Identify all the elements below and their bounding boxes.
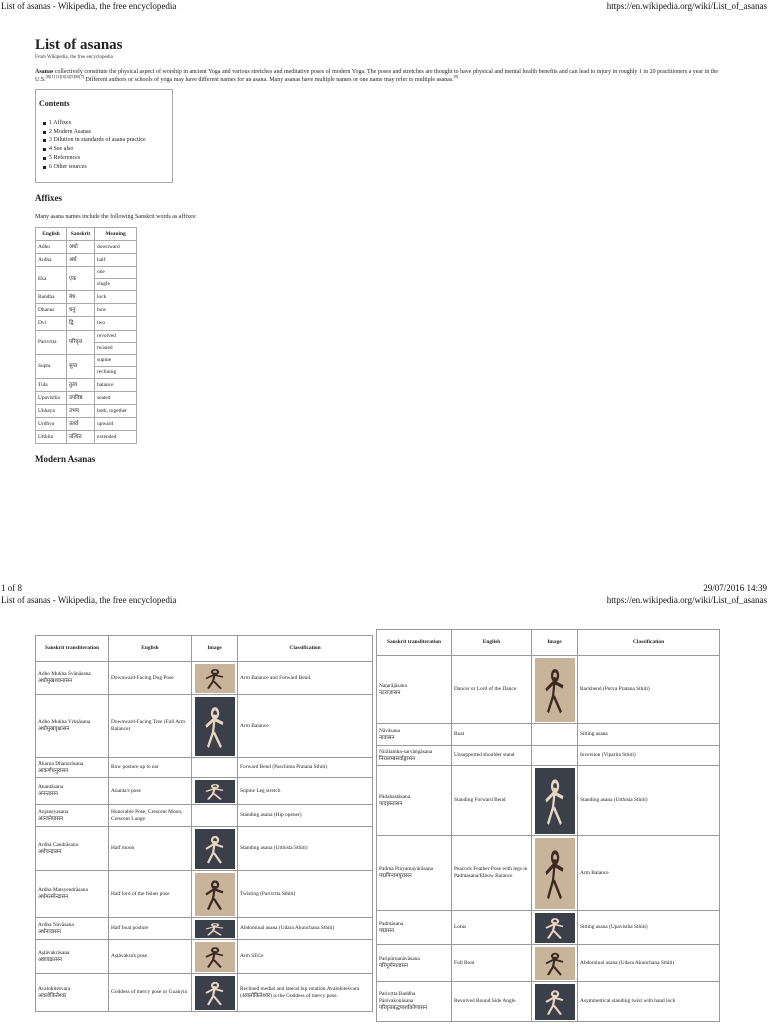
page-count: 1 of 8 (1, 583, 22, 593)
table-row (36, 267, 137, 279)
toc-item-references[interactable]: 5 References (39, 154, 169, 163)
asana-photo[interactable] (535, 838, 575, 909)
asana-classification: Backbend (Purva Pratana Sthiti) (578, 656, 720, 724)
col-header-transliteration: Sanskrit transliteration (36, 636, 109, 662)
print-header-top (0, 0, 768, 12)
asana-image-wrap (533, 768, 576, 834)
asana-devanagari: अञ्जनेयासन (38, 815, 63, 822)
asana-classification: Supine Leg stretch (238, 778, 373, 805)
table-row (36, 254, 137, 267)
asana-transliteration (377, 656, 452, 724)
asana-english: Bow posture up to ear (109, 758, 192, 778)
affix-meaning: twisted (95, 342, 137, 354)
asanas-right-body (377, 656, 720, 1022)
asana-transliteration (36, 758, 109, 778)
asana-transliteration-latin[interactable]: Padma Pinyamayūrāsana (379, 866, 434, 872)
affix-meaning: balance (95, 378, 137, 391)
affix-english: Eka (36, 267, 67, 291)
affix-sanskrit: बंध (67, 291, 95, 304)
affix-meaning: single (95, 279, 137, 291)
table-row (36, 291, 137, 304)
table-row (377, 836, 720, 911)
asana-transliteration (36, 778, 109, 805)
asana-transliteration-latin[interactable]: Avalokiteśvara (38, 985, 71, 992)
asana-classification: Standing asana (Hip opener) (238, 805, 373, 827)
asana-devanagari: अर्धचन्द्रासन (38, 848, 62, 855)
asana-photo[interactable] (535, 768, 575, 834)
affix-english: Tula (36, 378, 67, 391)
asana-image-wrap (193, 920, 236, 938)
asanas-table-right (376, 629, 720, 1022)
asana-devanagari: अर्धनावासन (38, 928, 61, 935)
asana-classification: Arm Balance (578, 836, 720, 911)
toc-item-other-sources[interactable]: 6 Other sources (39, 163, 169, 172)
table-row (377, 746, 720, 766)
asana-classification: Arm Balance (238, 695, 373, 758)
affix-english: Parivrtta (36, 330, 67, 354)
asana-classification: Inversion (Viparita Sthiti) (578, 746, 720, 766)
asana-devanagari: अर्धमत्स्येन्द्रासन (38, 894, 69, 900)
print-timestamp: 29/07/2016 14:39 (703, 583, 767, 593)
asana-english: Downward-Facing Dog Pose (109, 662, 192, 695)
asana-transliteration (36, 974, 109, 1012)
asana-image-cell (192, 918, 238, 940)
table-row (36, 778, 373, 805)
asana-classification: Sitting asana (Upavistha Sthiti) (578, 911, 720, 945)
col-header-image: Image (192, 636, 238, 662)
intro-text-2: Different authors or schools of yoga may have different names for an asana. Many asanas have multiple names or one name may refer to multiple asanas. (84, 77, 454, 83)
print-header-title: List of asanas - Wikipedia, the free encyclopedia (1, 1, 177, 11)
asana-english: Peacock Feather Pose with legs in Padmasana/Elbow Balance (452, 836, 532, 911)
asana-photo[interactable] (195, 920, 235, 938)
asana-transliteration (377, 836, 452, 911)
affix-meaning: upward (95, 417, 137, 430)
col-header-classification: Classification (578, 630, 720, 656)
col-header-transliteration: Sanskrit transliteration (377, 630, 452, 656)
asana-devanagari: पद्मासन (379, 927, 395, 934)
affix-sanskrit: ऊर्ध्व (67, 417, 95, 430)
asana-classification: Abdominal asana (Udara Akunchana Sthiti) (238, 918, 373, 940)
asana-transliteration-latin[interactable]: Naṭarājāsana (379, 682, 407, 689)
table-row (377, 911, 720, 945)
asana-english: Goddess of mercy pose or Guanyin (109, 974, 192, 1012)
asana-transliteration (36, 805, 109, 827)
table-row (36, 805, 373, 827)
asana-transliteration (377, 766, 452, 836)
asana-english: Ananta's pose (109, 778, 192, 805)
affix-meaning: two (95, 317, 137, 330)
col-header-english: English (452, 630, 532, 656)
asana-photo[interactable] (195, 942, 235, 972)
asana-devanagari: पद्मपिन्यमयूरासन (379, 873, 412, 879)
asana-transliteration (36, 827, 109, 871)
asana-classification: Arm SECe (238, 940, 373, 974)
table-row (36, 404, 137, 417)
asana-english: Full Boat (452, 945, 532, 982)
asana-image-cell (532, 945, 578, 982)
intro-paragraph (35, 68, 725, 84)
asana-classification: Asymmetrical standing twist with hand lock (578, 982, 720, 1022)
table-row (36, 304, 137, 317)
toc-item-affixes[interactable]: 1 Affixes (39, 119, 169, 128)
affix-english: Urdhva (36, 417, 67, 430)
asana-devanagari: अनन्तासन (38, 791, 58, 797)
affix-sanskrit: धनु (67, 304, 95, 317)
affix-english: Utthita (36, 430, 67, 443)
affix-sanskrit: अधो (67, 241, 95, 254)
table-row (377, 766, 720, 836)
asana-transliteration (377, 945, 452, 982)
asana-image-wrap (193, 942, 236, 972)
asana-image-wrap (193, 873, 236, 916)
asana-transliteration (36, 918, 109, 940)
intro-ref-3[interactable]: [9] (453, 74, 459, 79)
affix-meaning: lock (95, 291, 137, 304)
asana-transliteration-latin[interactable]: Adho Mukha Śvānāsana (38, 671, 91, 677)
affix-english: Dhanus (36, 304, 67, 317)
asana-image-cell (192, 827, 238, 871)
table-row (36, 391, 137, 404)
affix-sanskrit: द्वि (67, 317, 95, 330)
asana-transliteration (377, 724, 452, 746)
table-row (36, 317, 137, 330)
affix-english: Ubhaya (36, 404, 67, 417)
affix-meaning: both, together (95, 404, 137, 417)
asana-transliteration-latin[interactable]: Paripūrṇanāvāsana (379, 956, 420, 962)
table-row (36, 417, 137, 430)
affixes-table (35, 227, 137, 444)
asana-transliteration (36, 871, 109, 918)
asana-transliteration (377, 982, 452, 1022)
asana-image-cell (192, 871, 238, 918)
asana-classification: Standing asana (Utthista Sthiti) (578, 766, 720, 836)
asana-transliteration (36, 695, 109, 758)
affix-sanskrit: उत्थित (67, 430, 95, 443)
asana-transliteration-latin[interactable]: Adho Mukha Vṛkṣāsana (38, 719, 91, 725)
asana-transliteration (377, 746, 452, 766)
asana-image-cell (532, 746, 578, 766)
toc-item-dilution[interactable]: 3 Dilution in standards of asana practice (39, 136, 169, 145)
asana-classification: Twisting (Parivrtta Sthiti) (238, 871, 373, 918)
asana-image-wrap (193, 697, 236, 756)
asana-photo[interactable] (195, 780, 235, 803)
asana-image-cell (192, 778, 238, 805)
affix-meaning: reclining (95, 366, 137, 378)
affix-meaning: bow (95, 304, 137, 317)
asana-devanagari: पादहस्तासन (379, 800, 403, 807)
affix-english: Adho (36, 241, 67, 254)
asana-transliteration-latin[interactable]: Ardha Matsyendrāsana (38, 887, 88, 893)
asana-image-cell (532, 724, 578, 746)
affix-meaning: half (95, 254, 137, 267)
table-of-contents (35, 89, 173, 183)
asana-image-cell (192, 662, 238, 695)
asana-photo[interactable] (535, 658, 575, 722)
asana-image-cell (192, 974, 238, 1012)
asana-english: Standing Forward Bend (452, 766, 532, 836)
asana-image-wrap (193, 664, 236, 693)
page-subtitle: From Wikipedia, the free encyclopedia (35, 55, 113, 60)
asana-photo[interactable] (195, 664, 235, 693)
asana-transliteration-latin[interactable]: Ardha Candrāsana (38, 841, 78, 848)
asana-english: Dancer or Lord of the Dance (452, 656, 532, 724)
asana-transliteration-latin[interactable]: Pādahastāsana (379, 793, 411, 800)
asana-transliteration (36, 940, 109, 974)
affixes-note: Many asana names include the following Sanskrit words as affixes: (35, 214, 197, 220)
asana-photo[interactable] (535, 913, 575, 943)
table-row (36, 918, 373, 940)
asana-transliteration-latin[interactable]: Nāvāsana (379, 727, 400, 734)
col-header-image: Image (532, 630, 578, 656)
affix-meaning: seated (95, 391, 137, 404)
page-title: List of asanas (35, 37, 123, 53)
toc-list (39, 119, 169, 171)
affix-sanskrit: सुप्त (67, 354, 95, 378)
col-header-english: English (36, 228, 67, 241)
asana-classification: Abdominal asana (Udara Akunchana Sthiti) (578, 945, 720, 982)
affixes-heading: Affixes (35, 193, 62, 203)
table-row (36, 827, 373, 871)
asana-devanagari: नटराजासन (379, 689, 401, 696)
asana-devanagari: निरालम्बसर्वाङ्गासन (379, 755, 415, 762)
asana-devanagari: अधोमुखवृक्षासन (38, 726, 70, 732)
asana-classification: Forward Bend (Paschima Pratana Sthiti) (238, 758, 373, 778)
table-row (377, 982, 720, 1022)
asana-photo[interactable] (195, 697, 235, 756)
asana-transliteration-latin[interactable]: Aṣṭāvakrāsana (38, 949, 70, 956)
affix-english: Bandha (36, 291, 67, 304)
asana-transliteration (377, 911, 452, 945)
table-row (36, 354, 137, 366)
asana-image-cell (192, 805, 238, 827)
asana-image-wrap (193, 976, 236, 1010)
intro-bold-term: Asanas (35, 69, 54, 75)
asana-devanagari: अष्टावक्रासन (38, 956, 62, 963)
table-row (377, 724, 720, 746)
toc-item-see-also[interactable]: 4 See also (39, 145, 169, 154)
modern-asanas-heading: Modern Asanas (35, 454, 96, 465)
affix-english: Dvi (36, 317, 67, 330)
asana-image-wrap (533, 913, 576, 943)
asana-image-wrap (533, 658, 576, 722)
asana-photo[interactable] (195, 829, 235, 869)
affix-english: Ardha (36, 254, 67, 267)
asana-image-cell (532, 982, 578, 1022)
asana-image-wrap (533, 838, 576, 909)
table-row (36, 330, 137, 342)
asana-image-wrap (193, 780, 236, 803)
affix-english: Supta (36, 354, 67, 378)
affix-sanskrit: उपविष्ठ (67, 391, 95, 404)
asanas-table-left (35, 635, 373, 1012)
print-header-page-2 (0, 594, 768, 606)
print-header-title-2: List of asanas - Wikipedia, the free encyclopedia (1, 595, 177, 605)
affix-english: Upavistha (36, 391, 67, 404)
affix-sanskrit: एक (67, 267, 95, 291)
asana-english: Half boat posture (109, 918, 192, 940)
asana-transliteration-latin[interactable]: Anantāsana (38, 784, 64, 790)
asana-image-cell (192, 758, 238, 778)
affix-meaning: one (95, 267, 137, 279)
table-row (377, 945, 720, 982)
asana-english: Honorable Pose, Crescent Moon, Crescent Lunge (109, 805, 192, 827)
affixes-table-body (36, 241, 137, 444)
asana-classification: Arm Balance and Forward Bend. (238, 662, 373, 695)
asana-transliteration-latin[interactable]: Ardha Navāsana (38, 921, 74, 928)
asana-transliteration-latin[interactable]: Padmāsana (379, 920, 404, 927)
asana-english: Revolved Bound Side Angle (452, 982, 532, 1022)
table-row (36, 974, 373, 1012)
print-header-url-2[interactable]: https://en.wikipedia.org/wiki/List_of_asanas (606, 595, 767, 605)
intro-ref-group[interactable]: [1] [2][3][4][5][6][7] (50, 74, 84, 79)
toc-item-modern-asanas[interactable]: 2 Modern Asanas (39, 128, 169, 137)
asana-devanagari: अवलोकितेश्वर (38, 992, 67, 999)
asana-transliteration-latin[interactable]: Anjaneyasana (38, 808, 69, 815)
asana-photo[interactable] (535, 984, 575, 1020)
table-row (36, 871, 373, 918)
asana-english: Half moon (109, 827, 192, 871)
asana-image-cell (532, 766, 578, 836)
table-row (36, 758, 373, 778)
asana-image-cell (532, 836, 578, 911)
asana-english: Aṣṭāvakra's pose (109, 940, 192, 974)
asana-image-wrap (533, 984, 576, 1020)
table-row (36, 241, 137, 254)
table-row (36, 662, 373, 695)
intro-ref-1[interactable]: [8] (45, 74, 51, 79)
table-header-row (36, 228, 137, 241)
table-row (36, 940, 373, 974)
table-header-row (36, 636, 373, 662)
asana-english: Half lord of the fishes pose (109, 871, 192, 918)
print-footer (0, 582, 768, 594)
asana-image-cell (532, 911, 578, 945)
asana-image-cell (532, 656, 578, 724)
asana-classification: Reclined medial and lateral hip rotation.Avalokiteśvara (अवलोकितेश्वर) is the Goddess of mercy pose. (238, 974, 373, 1012)
affix-meaning: revolved (95, 330, 137, 342)
affix-meaning: extended (95, 430, 137, 443)
affix-meaning: supine (95, 354, 137, 366)
asana-english: Boat (452, 724, 532, 746)
asana-devanagari: परिपूर्णनावासन (379, 963, 409, 969)
asana-devanagari: आकर्णधनुरासन (38, 767, 69, 774)
col-header-sanskrit: Sanskrit (67, 228, 95, 241)
toc-heading: Contents (39, 99, 70, 108)
col-header-meaning: Meaning (95, 228, 137, 241)
asana-photo[interactable] (195, 873, 235, 916)
asana-transliteration-latin[interactable]: Nirālamba-sarvāṅgāsana (379, 748, 433, 755)
asana-photo[interactable] (535, 947, 575, 980)
table-row (36, 695, 373, 758)
asana-devanagari: नावासन (379, 734, 395, 741)
asana-classification: Sitting asana (578, 724, 720, 746)
affix-sanskrit: परिवृत्त (67, 330, 95, 354)
affix-sanskrit: तुला (67, 378, 95, 391)
asana-english: Downward-Facing Tree (Full Arm Balance) (109, 695, 192, 758)
intro-text-1: collectively constitute the physical aspect of worship in ancient Yoga and various stretches and meditative poses of modern Yoga. The poses and stretches are thought to have physical and mental health benefits and can lead to injury in roughly 1 in 20 practitioners a year in the U.S. (35, 69, 719, 83)
table-row (36, 378, 137, 391)
asanas-left-body (36, 662, 373, 1012)
asana-image-wrap (533, 947, 576, 980)
asana-photo[interactable] (195, 976, 235, 1010)
table-row (377, 656, 720, 724)
asana-transliteration (36, 662, 109, 695)
affix-sanskrit: अर्ध (67, 254, 95, 267)
col-header-classification: Classification (238, 636, 373, 662)
asana-english: Unsupported shoulder stand (452, 746, 532, 766)
asana-image-cell (192, 695, 238, 758)
asana-image-wrap (193, 829, 236, 869)
table-header-row (377, 630, 720, 656)
asana-classification: Standing asana (Utthista Sthiti) (238, 827, 373, 871)
col-header-english: English (109, 636, 192, 662)
asana-devanagari: अधोमुखश्वानासन (38, 678, 73, 684)
affix-meaning: downward (95, 241, 137, 254)
affix-sanskrit: उभय (67, 404, 95, 417)
asana-image-cell (192, 940, 238, 974)
asana-transliteration-latin[interactable]: Parivṛtta Baddha Pārśvakoṇāsana (379, 991, 416, 1004)
asana-english: Lotus (452, 911, 532, 945)
asana-transliteration-latin[interactable]: Ākarṇa Dhanurāsana (38, 760, 84, 767)
print-header-url[interactable]: https://en.wikipedia.org/wiki/List_of_asanas (606, 1, 767, 11)
asana-devanagari: परिवृत्तबद्धपार्श्वकोणासन (379, 1005, 427, 1011)
article-page-1 (35, 36, 735, 465)
table-row (36, 430, 137, 443)
